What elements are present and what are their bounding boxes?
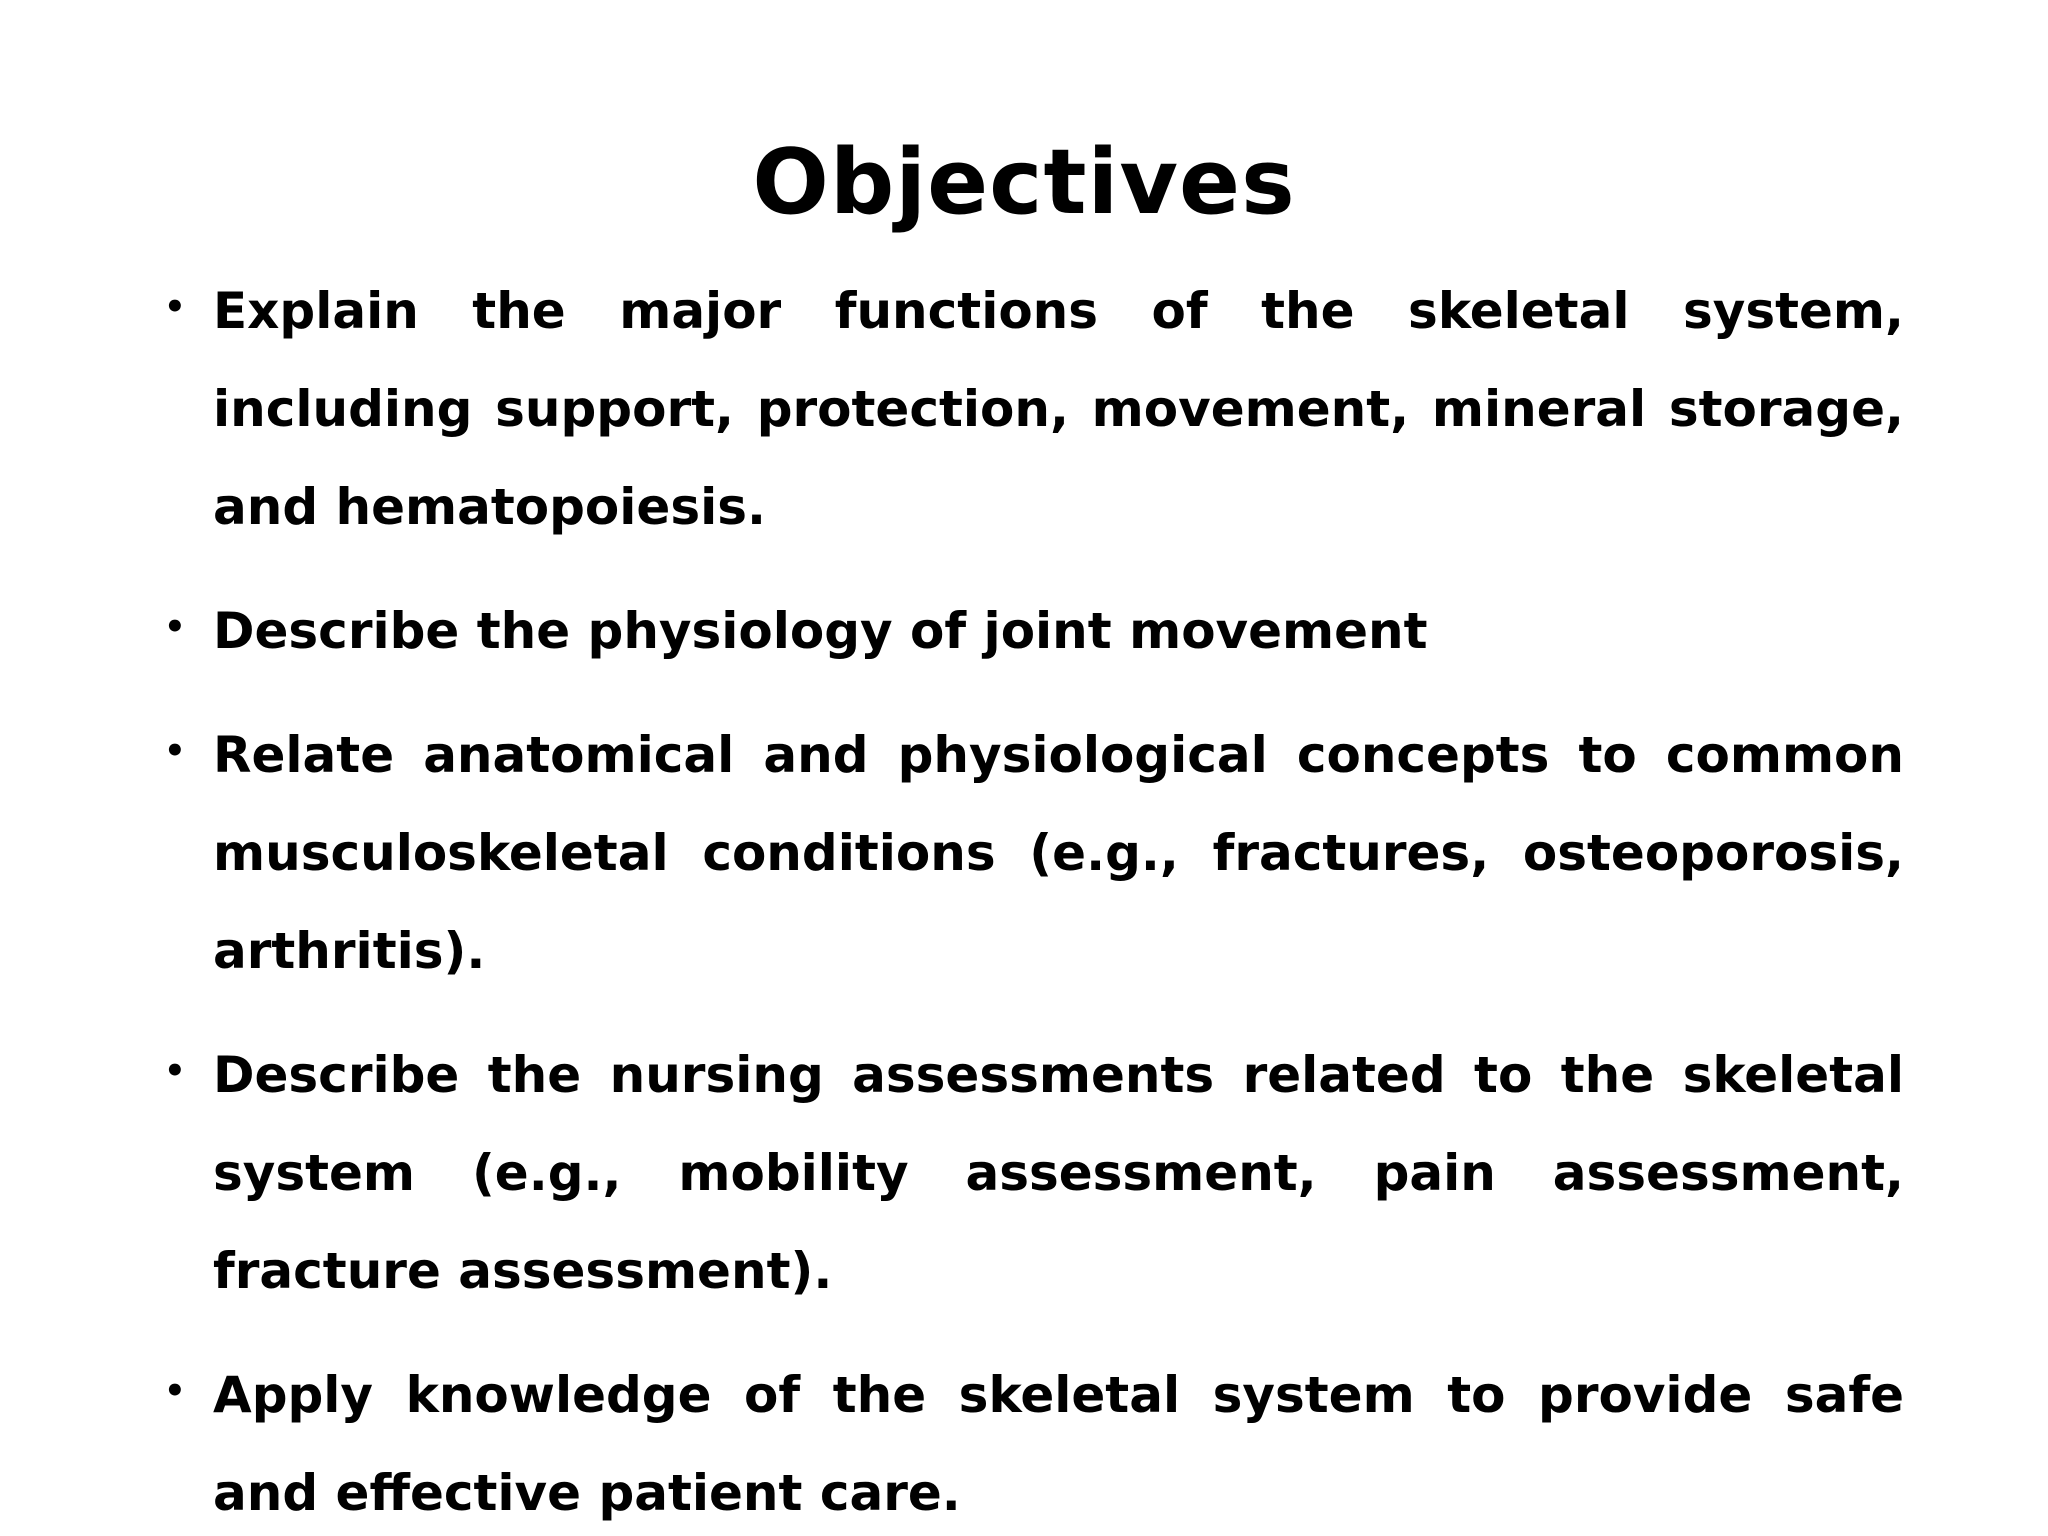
list-item xyxy=(158,262,1904,556)
list-item-text: Describe the nursing assessments related to the skeletal system (e.g., mobility assessment, pain assessment, fracture assessment). xyxy=(213,1046,1904,1300)
bullet-icon: • xyxy=(164,1051,186,1091)
bullet-icon: • xyxy=(164,607,186,647)
list-item-text: Apply knowledge of the skeletal system to provide safe and effective patient care. xyxy=(213,1366,1904,1522)
list-item xyxy=(158,1026,1904,1320)
list-item-text: Explain the major functions of the skeletal system, including support, protection, movement, mineral storage, and hematopoiesis. xyxy=(213,282,1904,536)
list-item-text: Describe the physiology of joint movement xyxy=(213,602,1428,660)
list-item xyxy=(158,582,1904,680)
bullet-icon: • xyxy=(164,287,186,327)
list-item-text: Relate anatomical and physiological concepts to common musculoskeletal conditions (e.g., fractures, osteoporosis, arthritis). xyxy=(213,726,1904,980)
slide-title: Objectives xyxy=(752,130,1296,235)
list-item xyxy=(158,1346,1904,1536)
objectives-list xyxy=(158,262,1904,1536)
bullet-icon: • xyxy=(164,1371,186,1411)
list-item xyxy=(158,706,1904,1000)
bullet-icon: • xyxy=(164,731,186,771)
